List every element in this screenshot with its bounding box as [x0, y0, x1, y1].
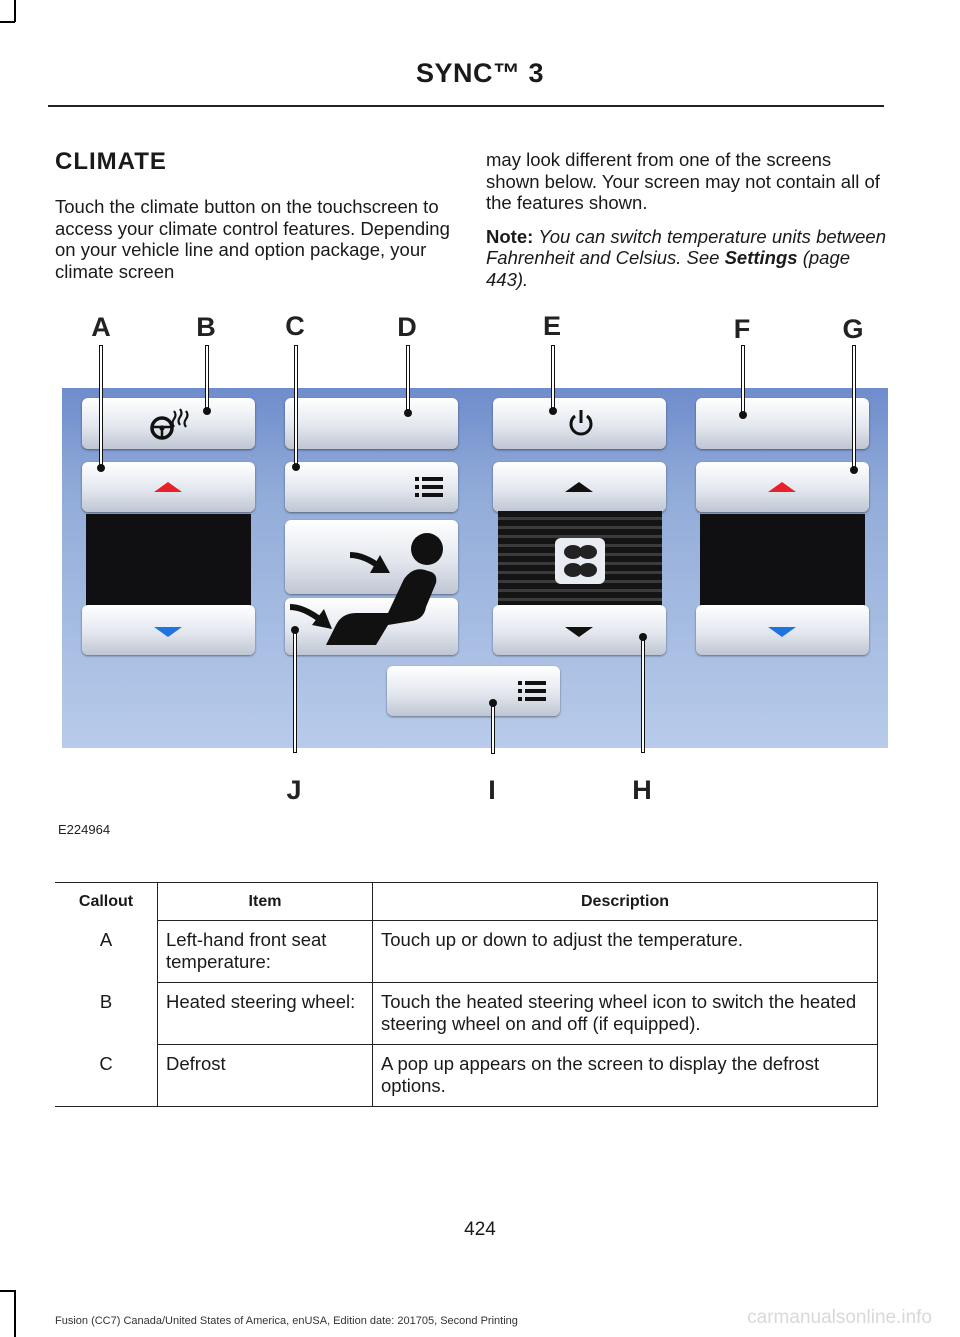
page-number: 424: [464, 1219, 496, 1240]
header-divider: [48, 105, 884, 107]
table-row: [55, 1045, 878, 1107]
callout-label-j: J: [286, 775, 302, 805]
callout-dot-h: [639, 633, 647, 641]
table-cell-description: Touch the heated steering wheel icon to switch the heated steering wheel on and off (if equipped).: [373, 983, 878, 1045]
fan-up-button[interactable]: [493, 462, 666, 512]
callout-label-g: G: [842, 314, 864, 344]
callout-leader-j: [294, 630, 296, 752]
callout-leader-i: [492, 703, 494, 753]
fan-icon: [555, 538, 605, 584]
defrost-menu-button[interactable]: [285, 462, 458, 512]
temp-down-arrow-icon: [154, 627, 182, 637]
callout-dot-e: [549, 407, 557, 415]
callout-label-d: D: [397, 312, 417, 342]
table-cell-item: Defrost: [158, 1045, 373, 1107]
callout-dot-d: [404, 409, 412, 417]
table-cell-callout: C: [55, 1045, 158, 1107]
section-title: CLIMATE: [55, 148, 167, 175]
table-header-row: [55, 883, 878, 921]
intro-paragraph-part2: may look different from one of the screens shown below. Your screen may not contain all of the features shown.: [486, 149, 880, 213]
crop-mark: [0, 1290, 15, 1292]
crop-mark: [0, 21, 15, 23]
callout-dot-i: [489, 699, 497, 707]
crop-mark: [14, 1290, 16, 1337]
page-footer: Fusion (CC7) Canada/United States of America, enUSA, Edition date: 201705, Second Printing: [55, 1315, 518, 1327]
right-temp-up-button[interactable]: [696, 462, 869, 512]
callout-label-a: A: [91, 312, 111, 342]
callout-leader-f: [742, 346, 744, 414]
power-button[interactable]: [493, 398, 666, 449]
right-temp-down-button[interactable]: [696, 605, 869, 655]
callout-label-i: I: [488, 775, 496, 805]
figure-code: E224964: [58, 822, 111, 837]
menu-list-icon: [415, 476, 443, 498]
table-row: [55, 921, 878, 983]
note-paragraph: [486, 226, 886, 291]
callout-leader-g: [853, 346, 855, 470]
right-column: [486, 149, 886, 302]
options-menu-button[interactable]: [387, 666, 560, 716]
right-temp-display: [700, 514, 865, 606]
callout-label-e: E: [542, 311, 561, 341]
settings-link[interactable]: Settings: [724, 247, 798, 268]
intro-paragraph-part1: Touch the climate button on the touchscreen to access your climate control features. Depending on your vehicle line and option package, your climate screen: [55, 196, 450, 282]
callout-leader-h: [642, 637, 644, 752]
note-text: You can switch temperature units between Fahrenheit and Celsius. See: [486, 225, 887, 268]
left-temp-down-button[interactable]: [82, 605, 255, 655]
heated-steering-wheel-icon: [148, 407, 192, 441]
page-header-title: SYNC™ 3: [415, 58, 545, 88]
left-temp-up-button[interactable]: [82, 462, 255, 512]
fan-down-arrow-icon: [565, 627, 593, 637]
table-cell-callout: B: [99, 990, 113, 1012]
callout-label-f: F: [733, 314, 751, 344]
table-cell-item: Heated steering wheel:: [158, 983, 373, 1045]
blank-button-f[interactable]: [696, 398, 869, 449]
fan-up-arrow-icon: [565, 482, 593, 492]
column-header-callout: Callout: [55, 883, 158, 921]
left-temp-display: [86, 514, 251, 606]
table-cell-callout: A: [99, 928, 113, 950]
callout-table: [55, 882, 878, 1107]
blank-button-d[interactable]: [285, 398, 458, 449]
temp-up-arrow-icon: [768, 482, 796, 492]
callout-leader-d: [407, 346, 409, 412]
seat-airflow-icon: [290, 525, 456, 655]
temp-up-arrow-icon: [154, 482, 182, 492]
callout-leader-b: [206, 346, 208, 410]
callout-dot-a: [97, 464, 105, 472]
callout-leader-a: [100, 346, 102, 468]
heated-steering-wheel-button[interactable]: [82, 398, 255, 449]
callout-leader-e: [552, 346, 554, 410]
callout-dot-f: [739, 411, 747, 419]
watermark: carmanualsonline.info: [747, 1307, 932, 1328]
callout-dot-g: [850, 466, 858, 474]
table-row: [55, 983, 878, 1045]
callout-label-c: C: [285, 311, 305, 341]
table-cell-description: Touch up or down to adjust the temperature.: [373, 921, 878, 983]
callout-dot-j: [291, 626, 299, 634]
power-icon: [567, 408, 595, 438]
crop-mark: [14, 0, 16, 22]
callout-label-h: H: [632, 775, 652, 805]
callout-leader-c: [295, 346, 297, 468]
callout-label-b: B: [196, 312, 216, 342]
fan-down-button[interactable]: [493, 605, 666, 655]
callout-dot-b: [203, 407, 211, 415]
table-cell-description: A pop up appears on the screen to display the defrost options.: [373, 1045, 878, 1107]
note-page-ref: (page 443).: [486, 247, 851, 290]
temp-down-arrow-icon: [768, 627, 796, 637]
callout-dot-c: [292, 463, 300, 471]
note-label: Note:: [486, 225, 534, 247]
column-header-description: Description: [373, 883, 878, 921]
menu-list-icon: [518, 680, 546, 702]
table-cell-item: Left-hand front seat temperature:: [158, 921, 373, 983]
column-header-item: Item: [158, 883, 373, 921]
